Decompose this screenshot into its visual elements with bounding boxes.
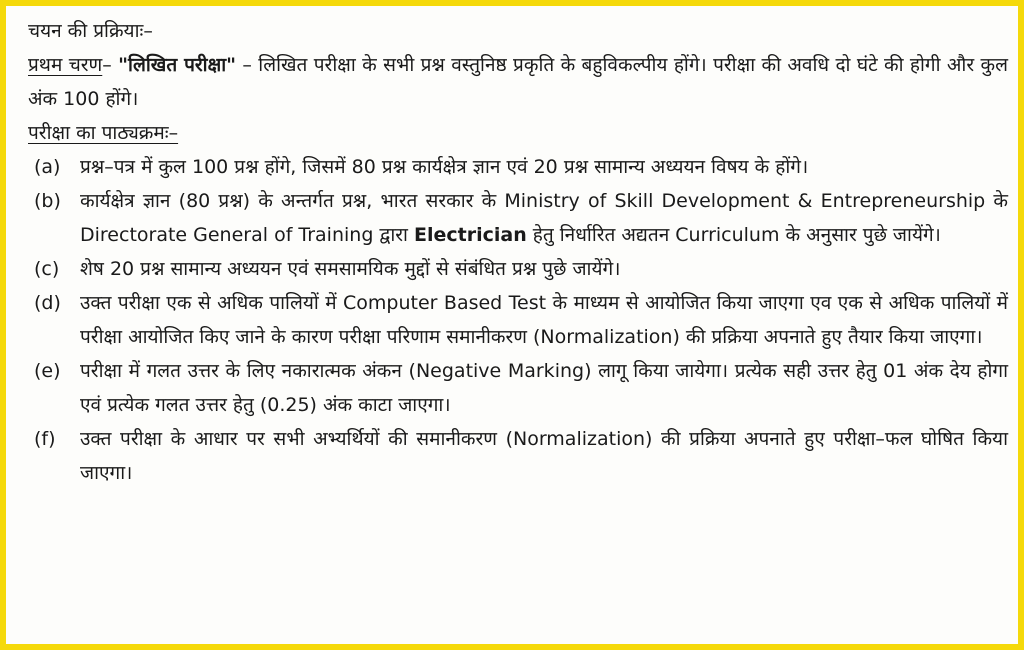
list-item-text: [80, 184, 1008, 252]
list-item-b-text-1: कार्यक्षेत्र ज्ञान (80 प्रश्न) के अन्तर्गत प्रश्न, भारत सरकार के Ministry of Skill Development & Entrepreneurship के Directorate General of Training द्वारा: [80, 190, 1008, 246]
list-item-text: प्रश्न–पत्र में कुल 100 प्रश्न होंगे, जिसमें 80 प्रश्न कार्यक्षेत्र ज्ञान एवं 20 प्रश्न सामान्य अध्ययन विषय के होंगे।: [80, 156, 809, 178]
document-body: [28, 14, 1008, 490]
list-item-d: [28, 286, 1008, 354]
first-stage-text: – लिखित परीक्षा के सभी प्रश्न वस्तुनिष्ठ प्रकृति के बहुविकल्पीय होंगे। परीक्षा की अवधि दो घंटे की होगी और कुल अंक 100 होंगे।: [28, 54, 1008, 110]
electrician-trade: Electrician: [414, 224, 527, 246]
first-stage-paragraph: [28, 48, 1008, 116]
list-item-b-text-2: हेतु निर्धारित अद्यतन Curriculum के अनुसार पुछे जायेंगे।: [526, 224, 941, 246]
list-item-a: [28, 150, 1008, 184]
list-item-label: (a): [34, 156, 61, 178]
syllabus-heading-text: परीक्षा का पाठ्यक्रमः–: [28, 122, 179, 144]
list-item-text: उक्त परीक्षा के आधार पर सभी अभ्यर्थियों की समानीकरण (Normalization) की प्रक्रिया अपनाते हुए परीक्षा–फल घोषित किया जाएगा।: [80, 428, 1008, 484]
selection-process-heading: चयन की प्रक्रियाः–: [28, 20, 153, 42]
list-item-f: [28, 422, 1008, 490]
list-item-b: [28, 184, 1008, 252]
written-exam-title: "लिखित परीक्षा": [118, 54, 237, 76]
list-item-c: [28, 252, 1008, 286]
list-item-text: उक्त परीक्षा एक से अधिक पालियों में Computer Based Test के माध्यम से आयोजित किया जाएगा एव एक से अधिक पालियों में परीक्षा आयोजित किए जाने के कारण परीक्षा परिणाम समानीकरण (Normalization) की प्रक्रिया अपनाते हुए तैयार किया जाएगा।: [80, 292, 1008, 348]
list-item-e: [28, 354, 1008, 422]
syllabus-heading: [28, 116, 1008, 150]
list-item-label: (c): [34, 258, 60, 280]
list-item-label: (b): [34, 190, 61, 212]
first-stage-sep: –: [102, 54, 119, 76]
list-item-text: परीक्षा में गलत उत्तर के लिए नकारात्मक अंकन (Negative Marking) लागू किया जायेगा। प्रत्येक सही उत्तर हेतु 01 अंक देय होगा एवं प्रत्येक गलत उत्तर हेतु (0.25) अंक काटा जाएगा।: [80, 360, 1008, 416]
list-item-label: (f): [34, 428, 56, 450]
first-stage-label: प्रथम चरण: [28, 54, 103, 76]
list-item-label: (d): [34, 292, 61, 314]
list-item-label: (e): [34, 360, 61, 382]
list-item-text: शेष 20 प्रश्न सामान्य अध्ययन एवं समसामयिक मुद्दों से संबंधित प्रश्न पुछे जायेंगे।: [80, 258, 621, 280]
